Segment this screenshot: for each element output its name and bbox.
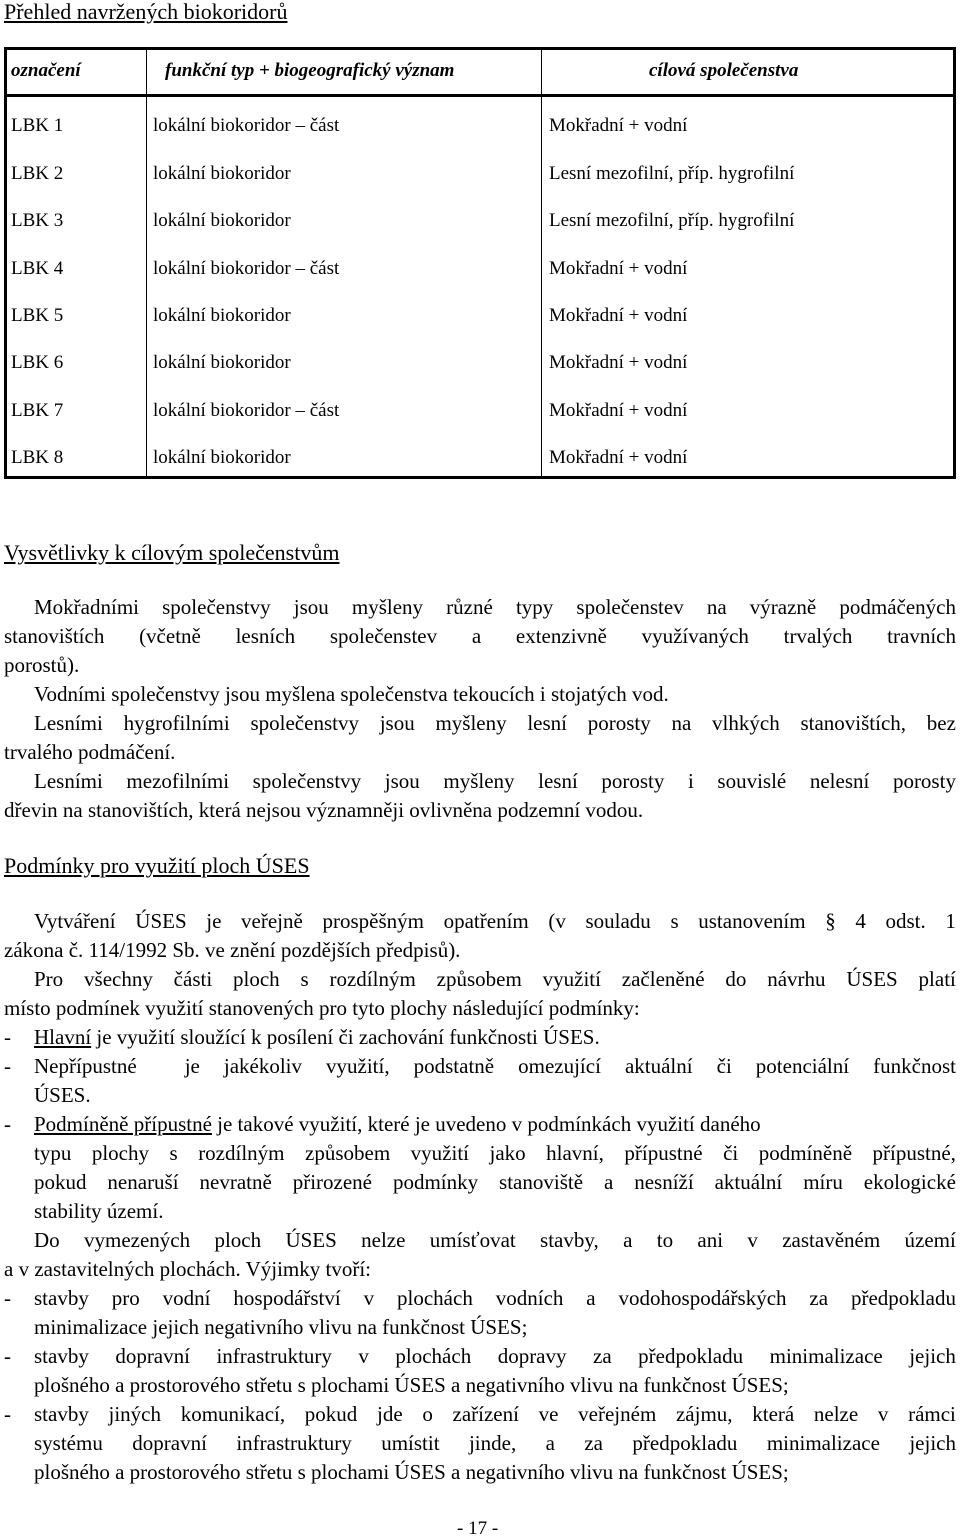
- paragraph-line: plošného a prostorového střetu s plochami ÚSES a negativního vlivu na funkčnost ÚSES;: [34, 1460, 789, 1484]
- conditions-heading: Podmínky pro využití ploch ÚSES: [4, 853, 310, 878]
- page-title: Přehled navržených biokoridorů: [4, 0, 288, 24]
- table-cell: Mokřadní + vodní: [549, 305, 688, 326]
- paragraph-line: systému dopravní infrastruktury umístit jinde, a za předpokladu minimalizace jejich: [34, 1431, 956, 1455]
- header-rule: [7, 94, 953, 97]
- biocorridor-table: [4, 47, 956, 479]
- table-cell: Mokřadní + vodní: [549, 115, 688, 136]
- list-item-hlavni: [34, 1023, 956, 1052]
- header-cell-communities: cílová společenstva: [649, 60, 799, 81]
- table-cell: LBK 2: [11, 163, 64, 184]
- legend-heading: Vysvětlivky k cílovým společenstvům: [4, 540, 340, 565]
- table-cell: Lesní mezofilní, příp. hygrofilní: [549, 210, 795, 231]
- table-cell: LBK 6: [11, 352, 64, 373]
- list-item-nepripustne: Nepřípustné je jakékoliv využití, podstatně omezující aktuální či potenciální funkčnost: [34, 1054, 956, 1078]
- paragraph-line: dřevin na stanovištích, která nejsou významněji ovlivněna podzemní vodou.: [4, 798, 644, 822]
- paragraph-line: typu plochy s rozdílným způsobem využití jako hlavní, přípustné či podmíněně přípustné,: [34, 1141, 956, 1165]
- page-number: - 17 -: [457, 1518, 499, 1539]
- table-cell: lokální biokoridor: [153, 352, 291, 373]
- table-cell: lokální biokoridor – část: [153, 400, 340, 421]
- paragraph-line: stavby jiných komunikací, pokud jde o zařízení ve veřejném zájmu, která nelze v rámci: [34, 1402, 956, 1426]
- paragraph-line: ÚSES.: [34, 1083, 91, 1107]
- table-cell: lokální biokoridor – část: [153, 115, 340, 136]
- table-cell: LBK 7: [11, 400, 64, 421]
- paragraph-line: pokud nenaruší nevratně přirozené podmínky stanoviště a nesníží aktuální míru ekologické: [34, 1170, 956, 1194]
- table-cell: lokální biokoridor: [153, 163, 291, 184]
- header-cell-id: označení: [11, 60, 81, 81]
- list-bullet: -: [4, 1402, 11, 1426]
- list-bullet: -: [4, 1054, 11, 1078]
- paragraph-line: stability území.: [34, 1199, 164, 1223]
- paragraph-line: zákona č. 114/1992 Sb. ve znění pozdějších předpisů).: [4, 938, 461, 962]
- table-cell: Lesní mezofilní, příp. hygrofilní: [549, 163, 795, 184]
- paragraph-line: stavby pro vodní hospodářství v plochách vodních a vodohospodářských za předpokladu: [34, 1286, 956, 1310]
- paragraph-line: porostů).: [4, 653, 80, 677]
- paragraph-line: trvalého podmáčení.: [4, 740, 176, 764]
- list-bullet: -: [4, 1286, 11, 1310]
- column-divider: [146, 50, 147, 476]
- list-bullet: -: [4, 1112, 11, 1136]
- table-cell: LBK 3: [11, 210, 64, 231]
- table-cell: LBK 4: [11, 258, 64, 279]
- paragraph-line: místo podmínek využití stanovených pro tyto plochy následující podmínky:: [4, 996, 640, 1020]
- paragraph-line: Pro všechny části ploch s rozdílným způsobem využití začleněné do návrhu ÚSES platí: [34, 967, 956, 991]
- paragraph-line: stavby dopravní infrastruktury v plochách dopravy za předpokladu minimalizace jejich: [34, 1344, 956, 1368]
- paragraph-line: minimalizace jejich negativního vlivu na funkčnost ÚSES;: [34, 1315, 528, 1339]
- paragraph-line: Do vymezených ploch ÚSES nelze umísťovat stavby, a to ani v zastavěném území: [34, 1228, 956, 1252]
- table-cell: LBK 8: [11, 447, 64, 468]
- list-bullet: -: [4, 1025, 11, 1049]
- term-hlavni: Hlavní: [34, 1025, 92, 1049]
- term-podminene: Podmíněně přípustné: [34, 1112, 212, 1136]
- term-text: je využití sloužící k posílení či zachování funkčnosti ÚSES.: [91, 1025, 600, 1049]
- table-cell: Mokřadní + vodní: [549, 258, 688, 279]
- table-cell: LBK 1: [11, 115, 64, 136]
- table-cell: lokální biokoridor: [153, 447, 291, 468]
- header-cell-type: funkční typ + biogeografický význam: [165, 60, 455, 81]
- table-cell: LBK 5: [11, 305, 64, 326]
- table-cell: Mokřadní + vodní: [549, 447, 688, 468]
- paragraph-line: Vodními společenstvy jsou myšlena společenstva tekoucích i stojatých vod.: [34, 682, 669, 706]
- table-cell: Mokřadní + vodní: [549, 352, 688, 373]
- list-bullet: -: [4, 1344, 11, 1368]
- table-cell: lokální biokoridor: [153, 210, 291, 231]
- table-cell: lokální biokoridor – část: [153, 258, 340, 279]
- paragraph-line: stanovištích (včetně lesních společenstev a extenzivně využívaných trvalých travních: [4, 624, 956, 648]
- column-divider: [541, 50, 542, 476]
- paragraph-line: Lesními mezofilními společenstvy jsou myšleny lesní porosty i souvislé nelesní porosty: [34, 769, 956, 793]
- term-text: je takové využití, které je uvedeno v podmínkách využití daného: [211, 1112, 761, 1136]
- table-cell: lokální biokoridor: [153, 305, 291, 326]
- paragraph-line: Lesními hygrofilními společenstvy jsou myšleny lesní porosty na vlhkých stanovištích, bez: [34, 711, 956, 735]
- paragraph-line: a v zastavitelných plochách. Výjimky tvoří:: [4, 1257, 372, 1281]
- paragraph-line: plošného a prostorového střetu s plochami ÚSES a negativního vlivu na funkčnost ÚSES;: [34, 1373, 789, 1397]
- list-item-podminene: [34, 1110, 956, 1139]
- paragraph-line: Mokřadními společenstvy jsou myšleny různé typy společenstev na výrazně podmáčených: [34, 595, 956, 619]
- table-cell: Mokřadní + vodní: [549, 400, 688, 421]
- paragraph-line: Vytváření ÚSES je veřejně prospěšným opatřením (v souladu s ustanovením § 4 odst. 1: [34, 909, 956, 933]
